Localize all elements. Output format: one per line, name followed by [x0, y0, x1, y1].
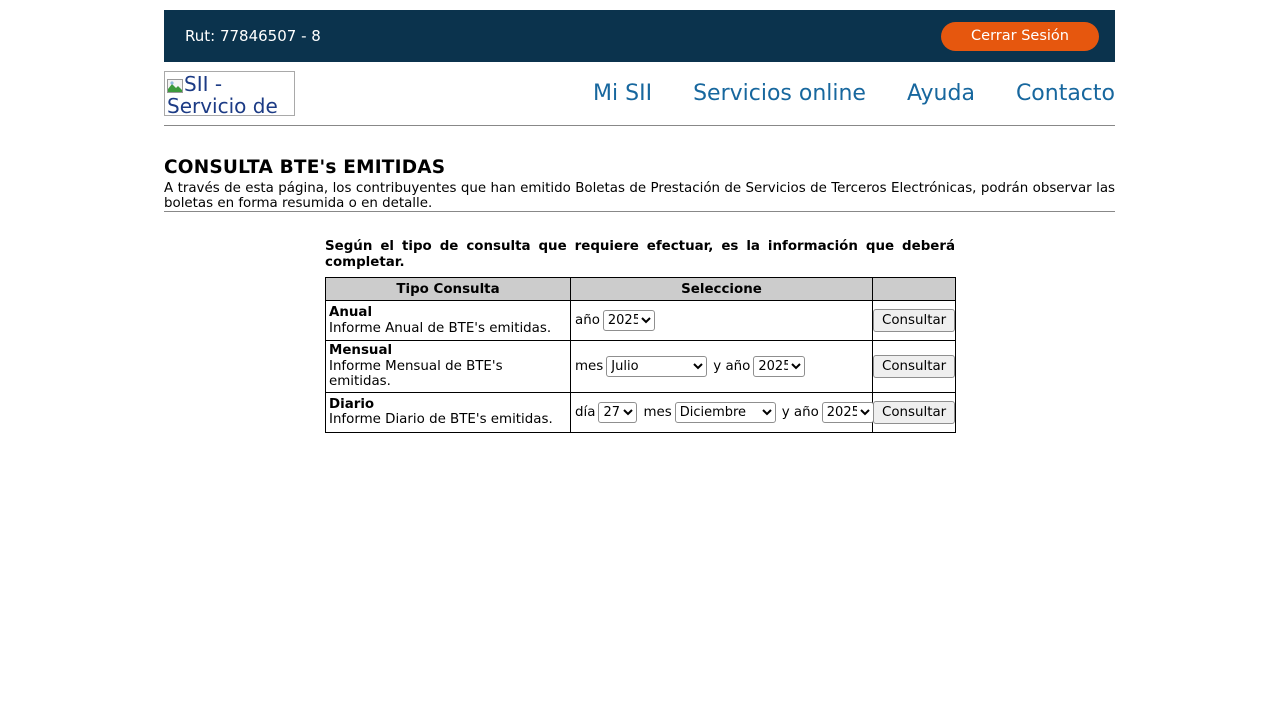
diario-year-label: y año — [781, 404, 819, 420]
mensual-year-select[interactable] — [753, 356, 805, 377]
header-accion — [873, 278, 956, 301]
header-divider — [164, 125, 1115, 126]
logout-button[interactable]: Cerrar Sesión — [941, 22, 1099, 51]
row-anual-title: Anual — [329, 305, 373, 320]
instruction-text: Según el tipo de consulta que requiere efectuar, es la información que deberá completar. — [325, 239, 955, 270]
section-divider — [164, 211, 1115, 212]
sii-logo-broken-image[interactable] — [164, 71, 295, 116]
session-topbar — [164, 10, 1115, 62]
diario-consultar-button[interactable]: Consultar — [873, 401, 955, 424]
diario-month-label: mes — [643, 404, 672, 420]
mensual-month-select[interactable] — [606, 356, 707, 377]
row-diario-title: Diario — [329, 396, 375, 412]
row-anual-description: Informe Anual de BTE's emitidas. — [329, 320, 552, 336]
rut-label: Rut: 77846507 - 8 — [185, 27, 321, 45]
page-description: A través de esta página, los contribuyentes que han emitido Boletas de Prestación de Servicios de Terceros Electrónicas, podrán observar las boletas en forma resumida o en detalle. — [164, 181, 1115, 211]
table-header-row — [326, 278, 956, 301]
header-seleccione: Seleccione — [571, 278, 873, 301]
broken-image-icon — [167, 79, 183, 93]
nav-ayuda[interactable]: Ayuda — [906, 81, 975, 106]
diario-day-label: día — [575, 404, 596, 420]
diario-year-select[interactable] — [822, 402, 874, 423]
row-mensual-description: Informe Mensual de BTE's emitidas. — [329, 358, 503, 389]
row-diario-description: Informe Diario de BTE's emitidas. — [329, 412, 553, 427]
table-row-mensual — [326, 341, 956, 393]
mensual-consultar-button[interactable]: Consultar — [873, 355, 955, 378]
page-container — [164, 0, 1115, 433]
anual-consultar-button[interactable]: Consultar — [873, 309, 955, 332]
diario-month-select[interactable] — [675, 402, 776, 423]
nav-contacto[interactable]: Contacto — [1015, 81, 1115, 106]
consulta-section — [325, 239, 955, 433]
page-title: CONSULTA BTE's EMITIDAS — [164, 157, 446, 178]
nav-servicios-online[interactable]: Servicios online — [693, 81, 866, 106]
site-header — [164, 62, 1115, 125]
mensual-year-label: y año — [713, 358, 751, 374]
consulta-table — [325, 277, 956, 433]
main-nav — [593, 81, 1115, 106]
table-row-anual — [326, 301, 956, 341]
header-tipo-consulta: Tipo Consulta — [326, 278, 571, 301]
anual-year-select[interactable] — [603, 310, 655, 331]
table-row-diario — [326, 392, 956, 432]
diario-day-select[interactable] — [598, 402, 637, 423]
nav-mi-sii[interactable]: Mi SII — [593, 81, 653, 106]
mensual-month-label: mes — [575, 358, 604, 374]
row-mensual-title: Mensual — [329, 343, 393, 358]
logo-alt-text: SII - Servicio de — [167, 72, 278, 116]
anual-year-label: año — [575, 313, 600, 328]
